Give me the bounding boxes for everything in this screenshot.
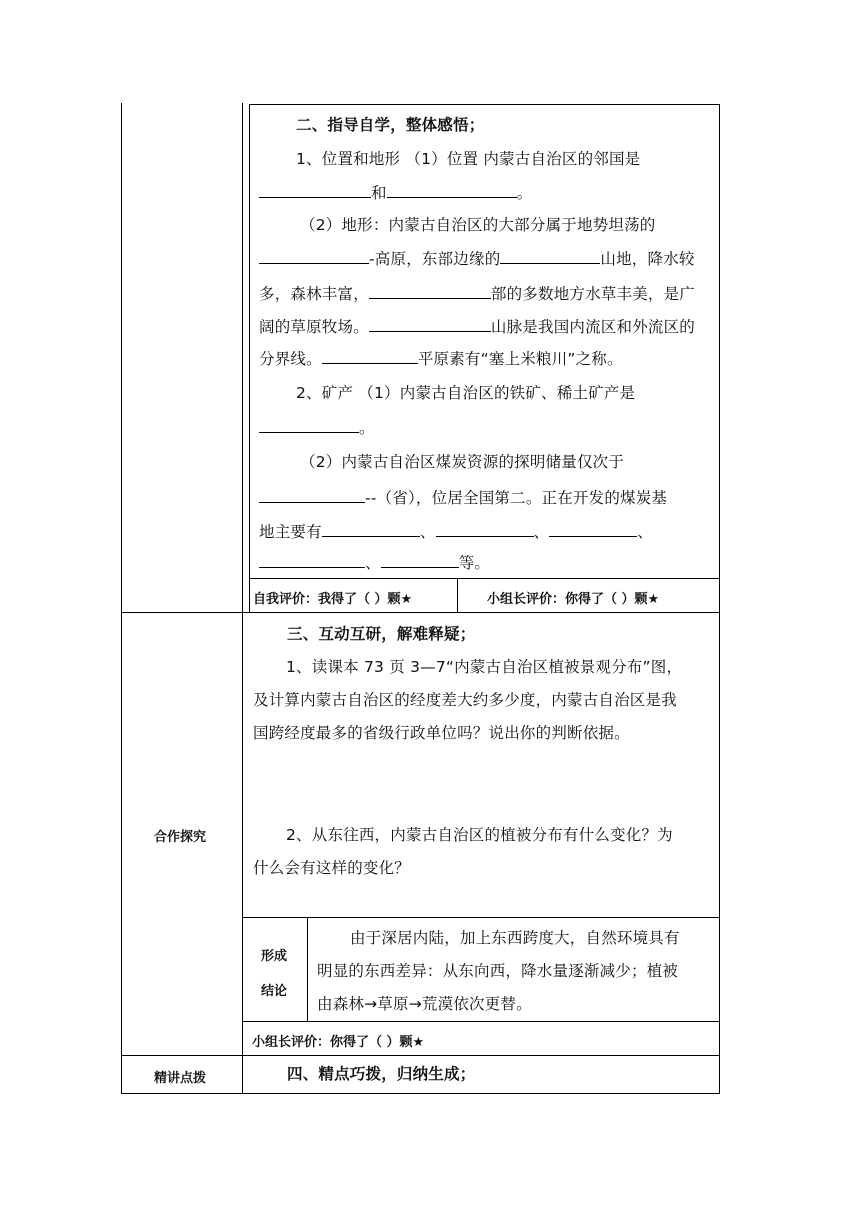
row-label-key-points: 精讲点拨 [154,1071,207,1086]
q-minerals-line-2: 。 [259,416,375,439]
section2-heading: 二、指导自学，整体感悟； [296,116,485,134]
q1-line-2: 及计算内蒙古自治区的经度差大约多少度，内蒙古自治区是我 [253,691,677,709]
eval-row-top [249,578,720,579]
table-column-divider [242,103,243,1093]
q-terrain-line: （2）地形：内蒙古自治区的大部分属于地势坦荡的 [300,216,656,234]
answer-blank[interactable] [322,520,420,537]
q-minerals-line: 2、矿产 （1）内蒙古自治区的铁矿、稀土矿产是 [296,384,636,402]
answer-blank[interactable] [549,520,637,537]
q-terrain-line-2: -高原，东部边缘的 山地，降水较 [259,247,695,270]
q-terrain-line-3: 多，森林丰富， 部的多数地方水草丰美，是广 [259,282,695,305]
answer-blank[interactable] [369,282,491,299]
conclusion-label-1: 形成 [261,949,288,964]
answer-blank[interactable] [259,247,369,264]
conclusion-line-1: 由于深居内陆，加上东西跨度大，自然环境具有 [350,929,680,947]
table-bottom [121,1093,720,1094]
q-coal-line-2: --（省），位居全国第二。正在开发的煤炭基 [259,486,667,509]
leader-eval-label: 小组长评价：你得了（ ）颗★ [487,592,660,607]
section3-leader-eval: 小组长评价：你得了（ ）颗★ [252,1035,425,1050]
q1-line-3: 国跨经度最多的省级行政单位吗？说出你的判断依据。 [253,724,630,742]
inner-table-left [249,104,250,612]
conclusion-line-2: 明显的东西差异：从东向西，降水量逐渐减少；植被 [317,962,679,980]
answer-blank[interactable] [387,181,517,198]
answer-blank[interactable] [259,416,359,433]
q-coal-line: （2）内蒙古自治区煤炭资源的探明储量仅次于 [300,453,625,471]
q1-line-1: 1、读课本 73 页 3—7“内蒙古自治区植被景观分布”图， [286,658,683,676]
row-label-cooperative: 合作探究 [154,830,207,845]
q-location-line: 1、位置和地形 （1）位置 内蒙古自治区的邻国是 [296,150,641,168]
inner-table-top [249,104,720,105]
answer-blank[interactable] [369,315,491,332]
answer-blank[interactable] [381,551,459,568]
conclusion-bottom [242,1021,720,1022]
answer-blank[interactable] [500,247,600,264]
answer-blank[interactable] [259,181,371,198]
q-coal-line-4: 、 等。 [259,551,490,574]
answer-blank[interactable] [322,347,418,364]
q-terrain-line-4: 阔的草原牧场。 山脉是我国内流区和外流区的 [259,315,695,338]
conclusion-label-2: 结论 [261,984,288,999]
table-border-right [719,104,720,1093]
section4-heading: 四、精点巧拨，归纳生成； [287,1065,476,1083]
conclusion-line-3: 由森林→草原→荒漠依次更替。 [317,995,532,1013]
section4-top [121,1055,720,1056]
answer-blank[interactable] [259,486,365,503]
section3-top [121,612,720,613]
eval-row-divider [457,578,458,612]
conclusion-top [242,917,720,918]
self-eval-label: 自我评价：我得了（ ）颗★ [253,592,413,607]
answer-blank[interactable] [436,520,534,537]
q-terrain-line-5: 分界线。 平原素有“塞上米粮川”之称。 [259,347,623,370]
conclusion-divider [307,917,308,1021]
q2-line-1: 2、从东往西，内蒙古自治区的植被分布有什么变化？为 [286,826,673,844]
section3-heading: 三、互动互研，解难释疑； [287,625,476,643]
answer-blank[interactable] [259,551,365,568]
q-coal-line-3: 地主要有 、 、 、 [259,520,653,543]
q2-line-2: 什么会有这样的变化？ [253,859,411,877]
q-neighbors-line: 和 。 [259,181,532,204]
table-border-left [121,103,122,1093]
